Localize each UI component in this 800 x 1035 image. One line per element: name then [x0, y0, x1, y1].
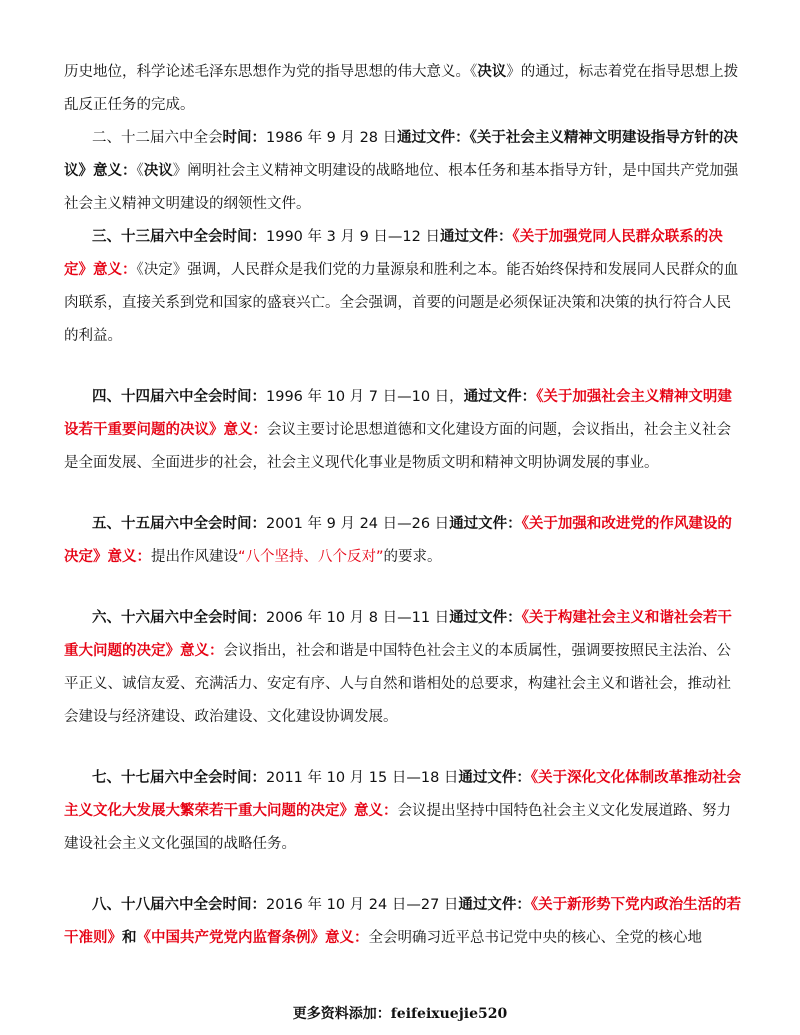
- label-document: 通过文件：: [397, 130, 470, 146]
- label-document: 通过文件：: [449, 610, 522, 626]
- spacer: [64, 353, 744, 381]
- significance-text: 《决定》强调，人民群众是我们党的力量源泉和胜利之本。能否始终保持和发展同人民群众的血肉联系，直接关系到党和国家的盛衰兴亡。全会强调，首要的问题是必须保证决策和决策的执行符合人民的利益。: [64, 262, 739, 344]
- label-document: 通过文件：: [449, 516, 522, 532]
- text-bold: 和: [122, 930, 137, 946]
- significance-text: 会议提出坚持中国特色社会主义文化发展道路、努力建设社会主义文化强国的战略任务。: [64, 803, 731, 852]
- label-significance: 意义：: [223, 422, 267, 438]
- section-heading: 七、十七届六中全会时间：: [92, 770, 266, 786]
- section-heading: 六、十六届六中全会时间：: [92, 610, 266, 626]
- text-bold: 决议: [143, 163, 173, 179]
- text: 的要求。: [383, 549, 442, 565]
- document-title: 《关于加强和改进党的作风建设的决定》: [64, 516, 732, 565]
- label-significance: 意义：: [93, 262, 137, 278]
- paragraph-18th-plenum: [64, 889, 744, 955]
- paragraph-12th-plenum: [64, 122, 744, 221]
- document-title: 《关于社会主义精神文明建设指导方针的决议》: [64, 130, 738, 179]
- document-title: 《中国共产党党内监督条例》: [136, 930, 325, 946]
- label-document: 通过文件：: [458, 770, 531, 786]
- section-heading: 四、十四届六中全会时间：: [92, 389, 266, 405]
- label-significance: 意义：: [354, 803, 398, 819]
- date: 2011 年 10 月 15 日—18 日: [266, 770, 459, 786]
- spacer: [64, 574, 744, 602]
- spacer: [64, 861, 744, 889]
- label-significance: 意义：: [180, 643, 224, 659]
- text-bold: 决议: [477, 64, 507, 80]
- label-significance: 意义：: [325, 930, 369, 946]
- document-body: [64, 56, 744, 955]
- paragraph-intro: [64, 56, 744, 122]
- spacer: [64, 480, 744, 508]
- significance-text: 会议指出，社会和谐是中国特色社会主义的本质属性，强调要按照民主法治、公平正义、诚信友爱、充满活力、安定有序、人与自然和谐相处的总要求，构建社会主义和谐社会，推动社会建设与经济建设、政治建设、文化建设协调发展。: [64, 643, 731, 725]
- date: 1990 年 3 月 9 日—12 日: [266, 229, 440, 245]
- significance-text: 会议主要讨论思想道德和文化建设方面的问题，会议指出，社会主义社会是全面发展、全面进步的社会，社会主义现代化事业是物质文明和精神文明协调发展的事业。: [64, 422, 731, 471]
- document-title: 《关于加强社会主义精神文明建设若干重要问题的决议》: [64, 389, 732, 438]
- date: 1996 年 10 月 7 日—10 日，: [266, 389, 464, 405]
- document-title: 《关于新形势下党内政治生活的若干准则》: [64, 897, 742, 946]
- highlight-text: “八个坚持、八个反对”: [238, 549, 384, 565]
- text: 》的通过，标志着党在指导思想上拨乱反正任务的完成。: [64, 64, 739, 113]
- document-title: 《关于加强党同人民群众联系的决定》: [64, 229, 723, 278]
- footer-contact: 更多资料添加：feifeixuejie520: [292, 1006, 508, 1022]
- paragraph-13th-plenum: [64, 221, 744, 353]
- section-heading: 二、十二届六中全会: [92, 130, 223, 146]
- date: 2006 年 10 月 8 日—11 日: [266, 610, 450, 626]
- date: 2016 年 10 月 24 日—27 日: [266, 897, 459, 913]
- document-title: 《关于构建社会主义和谐社会若干重大问题的决定》: [64, 610, 732, 659]
- date: 1986 年 9 月 28 日: [266, 130, 398, 146]
- paragraph-16th-plenum: [64, 602, 744, 734]
- label-significance: 意义：: [93, 163, 137, 179]
- paragraph-15th-plenum: [64, 508, 744, 574]
- section-heading: 五、十五届六中全会时间：: [92, 516, 266, 532]
- text: 《: [136, 163, 144, 179]
- text: 历史地位，科学论述毛泽东思想作为党的指导思想的伟大意义。《: [64, 64, 478, 80]
- document-title: 《关于深化文化体制改革推动社会主义文化大发展大繁荣若干重大问题的决定》: [64, 770, 742, 819]
- label-time: 时间：: [222, 130, 266, 146]
- section-heading: 八、十八届六中全会时间：: [92, 897, 266, 913]
- date: 2001 年 9 月 24 日—26 日: [266, 516, 450, 532]
- significance-text: 全会明确习近平总书记党中央的核心、全党的核心地: [368, 930, 702, 946]
- label-significance: 意义：: [107, 549, 151, 565]
- section-heading: 三、十三届六中全会时间：: [92, 229, 266, 245]
- label-document: 通过文件：: [458, 897, 531, 913]
- significance-text: 》阐明社会主义精神文明建设的战略地位、根本任务和基本指导方针，是中国共产党加强社会主义精神文明建设的纲领性文件。: [64, 163, 739, 212]
- significance-text: 提出作风建设: [151, 549, 238, 565]
- paragraph-17th-plenum: [64, 762, 744, 861]
- label-document: 通过文件：: [463, 389, 537, 405]
- spacer: [64, 734, 744, 762]
- paragraph-14th-plenum: [64, 381, 744, 480]
- label-document: 通过文件：: [439, 229, 513, 245]
